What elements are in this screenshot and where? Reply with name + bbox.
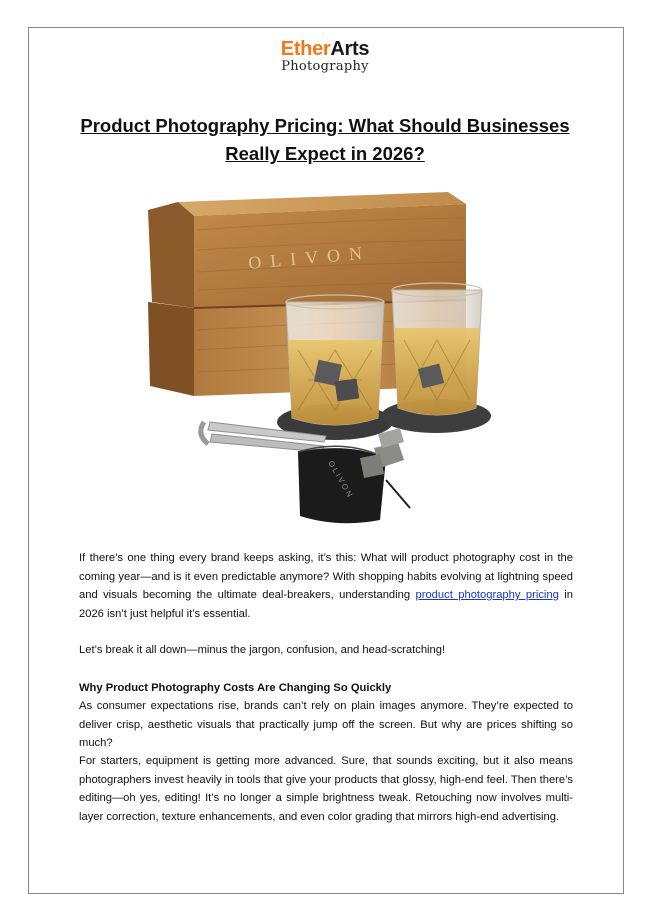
product-photography-pricing-link[interactable]: product photography pricing xyxy=(415,589,559,601)
expectations-paragraph: As consumer expectations rise, brands can’t rely on plain images anymore. They’re expected to deliver crisp, aesthetic visuals that practically jump off the screen. But why are prices shifting so much? xyxy=(79,700,573,749)
etherarts-logo[interactable] xyxy=(0,38,650,74)
logo-wordmark xyxy=(0,38,650,60)
breakdown-paragraph: Let’s break it all down—minus the jargon, confusion, and head-scratching! xyxy=(79,644,446,656)
article-title: Product Photography Pricing: What Should Businesses Really Expect in 2026? xyxy=(80,115,570,164)
section-heading: Why Product Photography Costs Are Changing So Quickly xyxy=(79,682,392,694)
logo-tagline: Photography xyxy=(281,59,369,74)
intro-text-after-link: in 2026 isn’t just helpful it’s essential. xyxy=(79,589,573,620)
equipment-paragraph: For starters, equipment is getting more advanced. Sure, that sounds exciting, but it also means photographers invest heavily in tools that give your products that glossy, high-end feel. Then there’s editing—oh yes, editing! It’s no longer a simple brightness tweak. Retouching now involves multi-layer correction, texture enhancements, and even color grading that mirrors high-end advertising. xyxy=(79,755,573,823)
intro-paragraph xyxy=(79,549,573,623)
logo-ether: Ether xyxy=(280,38,331,60)
box-brand-engraving: OLIVON xyxy=(247,242,372,273)
right-whisky-glass xyxy=(392,283,482,415)
intro-text-before-link: If there’s one thing every brand keeps asking, it’s this: What will product photography cost in the coming year—and is it even predictable anymore? With shopping habits evolving at lightning speed and visuals becoming the ultimate deal-breakers, understanding xyxy=(79,552,573,601)
logo-arts: Arts xyxy=(330,38,370,60)
pouch-brand-print: OLIVON xyxy=(326,459,356,501)
product-photo xyxy=(148,190,494,526)
left-whisky-glass xyxy=(286,295,384,425)
